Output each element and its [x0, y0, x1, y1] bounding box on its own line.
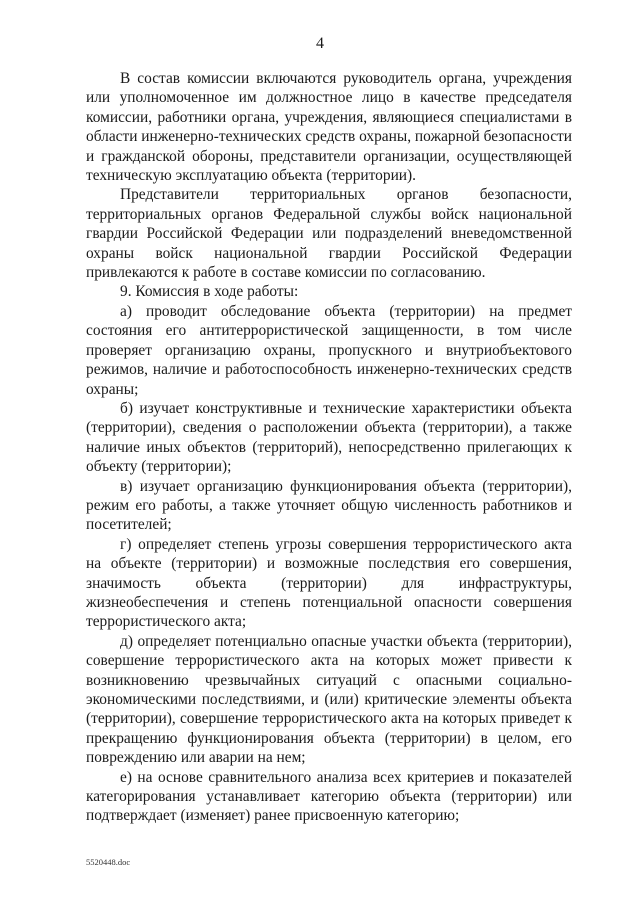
paragraph-item-e: е) на основе сравнительного анализа всех критериев и показателей категорирования устанавливает категорию объекта (территории) или подтверждает (изменяет) ранее присвоенную категорию;: [86, 768, 572, 825]
paragraph-item-g: г) определяет степень угрозы совершения террористического акта на объекте (территории) и возможные последствия его совершения, значимость объекта (территории) для инфраструктуры, жизнеобеспечения и степень потенциальной опасности совершения террористического акта;: [86, 535, 572, 631]
paragraph-item-v: в) изучает организацию функционирования объекта (территории), режим его работы, а также уточняет общую численность работников и посетителей;: [86, 477, 572, 534]
paragraph-item-b: б) изучает конструктивные и технические характеристики объекта (территории), сведения о расположении объекта (территории), а также наличие иных объектов (территорий), непосредственно прилегающих к объекту (территории);: [86, 399, 572, 476]
footer-file-name: 5520448.doc: [86, 857, 131, 867]
paragraph-representatives: Представители территориальных органов безопасности, территориальных органов Федеральной службы войск национальной гвардии Российской Федерации или подразделений вневедомственной охраны войск национальной гвардии Российской Федерации привлекаются к работе в составе комиссии по согласованию.: [86, 186, 572, 282]
paragraph-item-d: д) определяет потенциально опасные участки объекта (территории), совершение террористического акта на которых может привести к возникновению чрезвычайных ситуаций с опасными социально-экономическими последствиями, и (или) критические элементы объекта (территории), совершение террористического акта на которых приведет к прекращению функционирования объекта (территории) в целом, его повреждению или аварии на нем;: [86, 632, 572, 767]
page-number: 4: [316, 35, 324, 52]
paragraph-item-a: а) проводит обследование объекта (территории) на предмет состояния его антитеррористической защищенности, в том числе проверяет организацию охраны, пропускного и внутриобъектового режимов, наличие и работоспособность инженерно-технических средств охраны;: [86, 302, 572, 398]
paragraph-item-9-heading: 9. Комиссия в ходе работы:: [120, 283, 299, 301]
paragraph-commission-composition: В состав комиссии включаются руководитель органа, учреждения или уполномоченное им должностное лицо в качестве председателя комиссии, работники органа, учреждения, являющиеся специалистами в области инженерно-технических средств охраны, пожарной безопасности и гражданской обороны, представители организации, осуществляющей техническую эксплуатацию объекта (территории).: [86, 70, 572, 185]
document-body: [86, 69, 572, 826]
